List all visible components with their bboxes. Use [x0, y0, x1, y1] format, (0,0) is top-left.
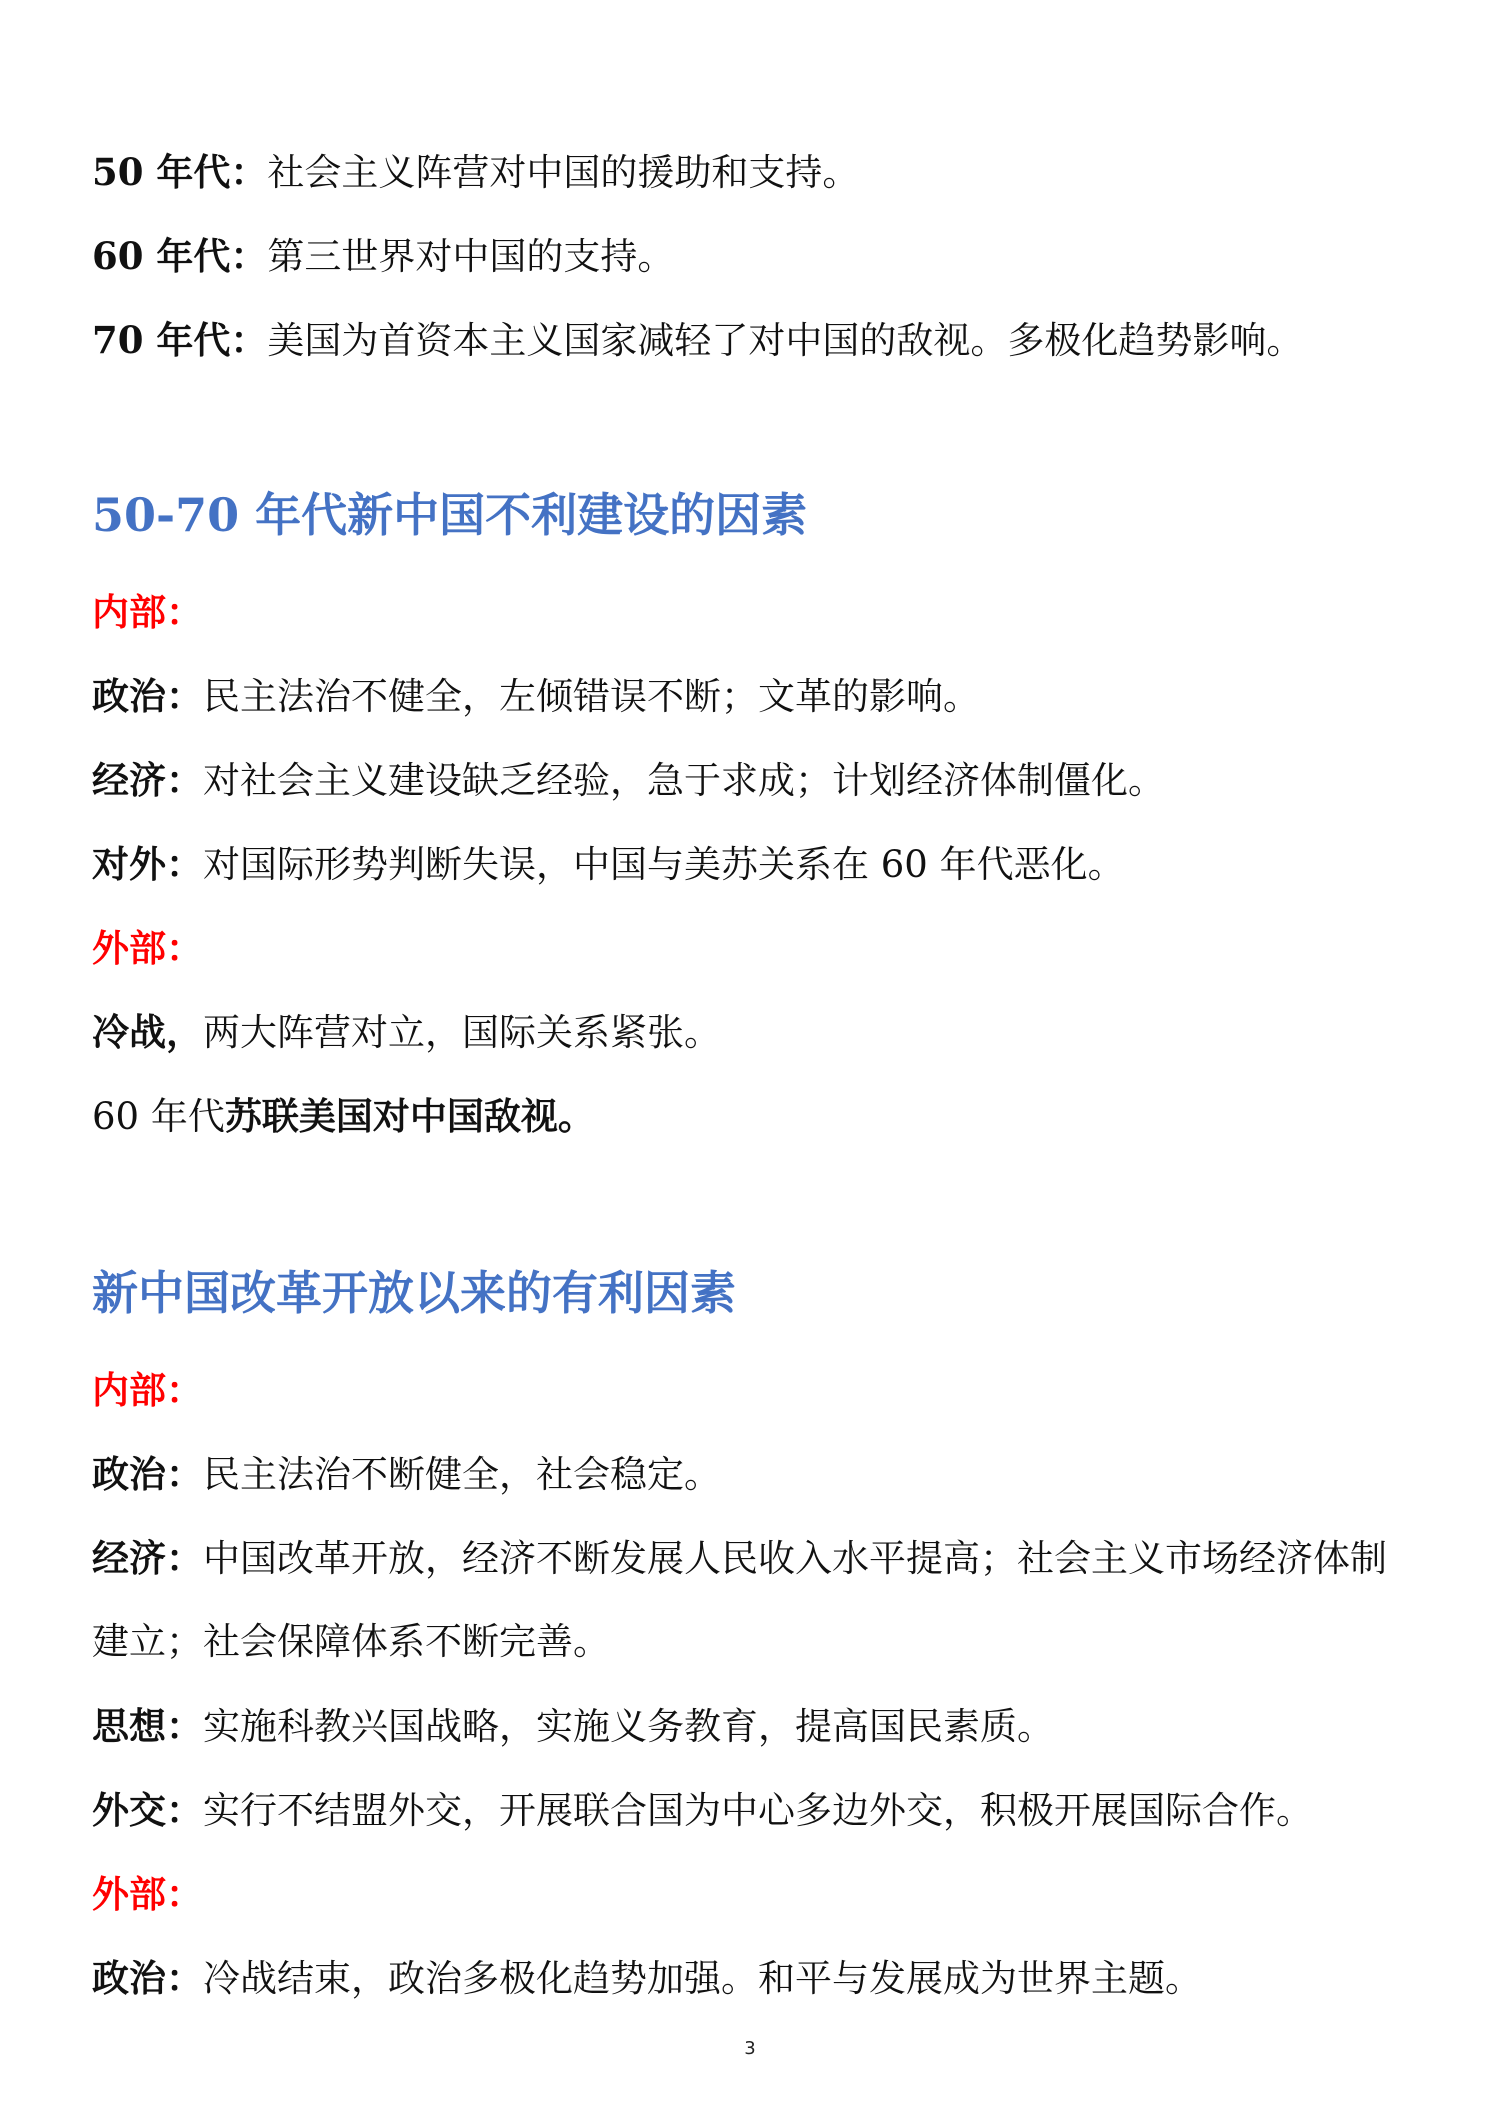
economy-line-2-cont: 建立；社会保障体系不断完善。: [92, 1620, 610, 1663]
thought-line: [92, 1702, 1440, 1751]
cold-war-line: [92, 1008, 1440, 1057]
section-heading-favorable: 新中国改革开放以来的有利因素: [92, 1266, 736, 1320]
economy-text: 对社会主义建设缺乏经验，急于求成；计划经济体制僵化。: [203, 759, 1165, 802]
external-subheading: 外部：: [92, 926, 203, 970]
diplomacy-text: 实行不结盟外交，开展联合国为中心多边外交，积极开展国际合作。: [203, 1789, 1313, 1832]
politics-text: 民主法治不健全，左倾错误不断；文革的影响。: [203, 675, 980, 718]
economy-line: [92, 756, 1440, 805]
cold-war-text: 两大阵营对立，国际关系紧张。: [203, 1011, 721, 1054]
sixties-hostility-line: [92, 1092, 1440, 1141]
politics-line-2: [92, 1450, 1440, 1499]
decade-60s-text: 第三世界对中国的支持。: [267, 235, 675, 278]
diplomacy-label: 外交：: [92, 1788, 203, 1832]
decade-50s-line: [92, 148, 1440, 197]
politics-label: 政治：: [92, 674, 203, 718]
decade-70s-label: 70 年代：: [92, 318, 268, 362]
politics-text-2: 民主法治不断健全，社会稳定。: [203, 1453, 721, 1496]
decade-50s-text: 社会主义阵营对中国的援助和支持。: [267, 151, 860, 194]
economy-line-2: [92, 1534, 1440, 1583]
politics-line: [92, 672, 1440, 721]
section-heading-unfavorable: 50-70 年代新中国不利建设的因素: [92, 488, 808, 542]
sixties-bold-text: 苏联美国对中国敌视。: [224, 1094, 595, 1138]
decade-50s-label: 50 年代：: [92, 150, 268, 194]
decade-60s-label: 60 年代：: [92, 234, 268, 278]
economy-label: 经济：: [92, 758, 203, 802]
decade-60s-line: [92, 232, 1440, 281]
internal-subheading-2: 内部：: [92, 1368, 203, 1412]
economy-text-2: 中国改革开放，经济不断发展人民收入水平提高；社会主义市场经济体制: [203, 1537, 1387, 1580]
thought-text: 实施科教兴国战略，实施义务教育，提高国民素质。: [203, 1705, 1054, 1748]
politics-label-2: 政治：: [92, 1452, 203, 1496]
foreign-label: 对外：: [92, 842, 203, 886]
sixties-prefix: 60 年代: [92, 1095, 225, 1138]
external-subheading-2: 外部：: [92, 1872, 203, 1916]
thought-label: 思想：: [92, 1704, 203, 1748]
foreign-line: [92, 840, 1440, 889]
decade-70s-line: [92, 316, 1440, 365]
internal-subheading: 内部：: [92, 590, 203, 634]
decade-70s-text: 美国为首资本主义国家减轻了对中国的敌视。多极化趋势影响。: [267, 319, 1304, 362]
economy-label-2: 经济：: [92, 1536, 203, 1580]
external-politics-line: [92, 1954, 1440, 2003]
external-politics-text: 冷战结束，政治多极化趋势加强。和平与发展成为世界主题。: [203, 1957, 1202, 2000]
page-number: 3: [744, 2038, 756, 2059]
external-politics-label: 政治：: [92, 1956, 203, 2000]
diplomacy-line: [92, 1786, 1440, 1835]
foreign-text: 对国际形势判断失误，中国与美苏关系在 60 年代恶化。: [203, 843, 1125, 886]
cold-war-label: 冷战，: [92, 1010, 203, 1054]
